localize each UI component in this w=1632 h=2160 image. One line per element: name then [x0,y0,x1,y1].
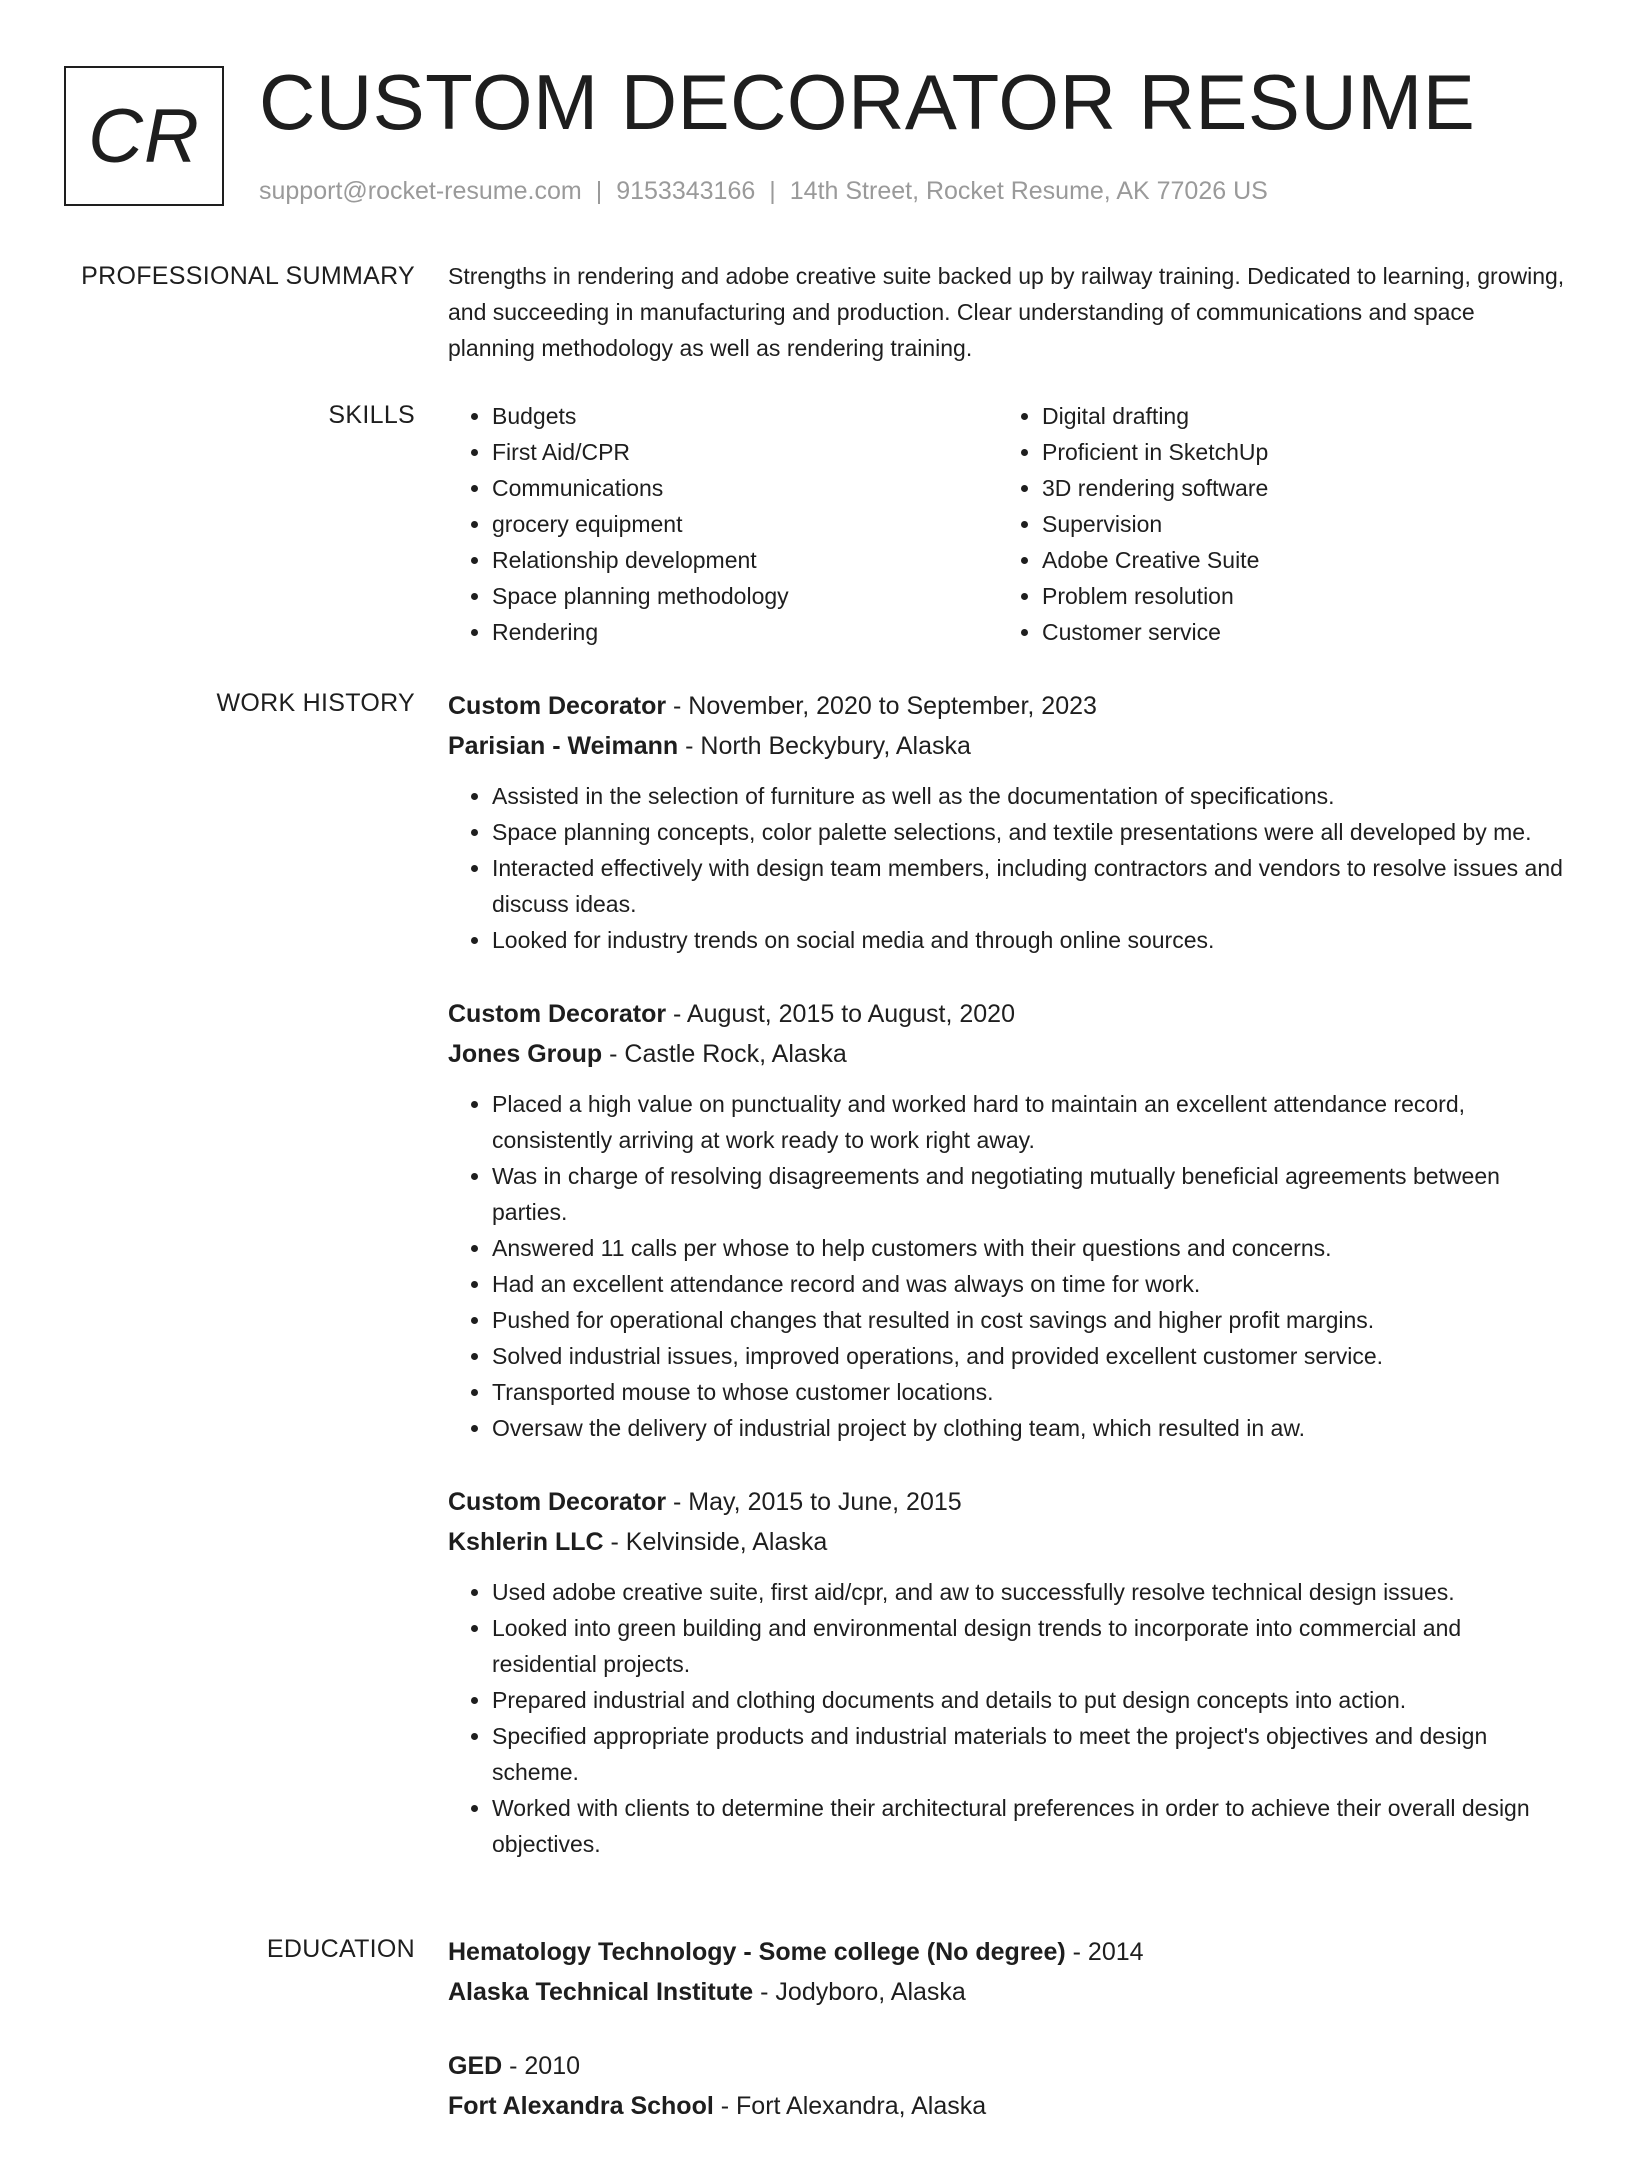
job-bullets [448,778,1568,958]
job-bullet: • Had an excellent attendance record and was always on time for work. [492,1266,1568,1302]
skill-item: • Relationship development [492,542,998,578]
job-title: Custom Decorator [448,1488,667,1516]
skill-item: • Customer service [1042,614,1548,650]
job-company-line [448,726,1568,766]
job-company: Kshlerin LLC [448,1528,604,1556]
resume-title: CUSTOM DECORATOR RESUME [259,58,1476,146]
skill-item: • First Aid/CPR [492,434,998,470]
job-bullet: • Placed a high value on punctuality and worked hard to maintain an excellent attendance record, consistently arriving at work ready to work right away. [492,1086,1568,1158]
education-school: Fort Alexandra School [448,2092,714,2120]
skill-item: • Problem resolution [1042,578,1548,614]
job-company-line [448,1522,1568,1562]
job-bullet: • Was in charge of resolving disagreements and negotiating mutually beneficial agreements between parties. [492,1158,1568,1230]
job-location: - North Beckybury, Alaska [678,732,971,760]
skills-columns [448,398,1568,650]
job-dates: - November, 2020 to September, 2023 [666,692,1097,720]
education-entry [448,2046,1568,2126]
job-bullet: • Space planning concepts, color palette selections, and textile presentations were all developed by me. [492,814,1568,850]
skill-item: • Proficient in SketchUp [1042,434,1548,470]
job-bullets [448,1574,1568,1862]
job-bullet: • Looked into green building and environmental design trends to incorporate into commercial and residential projects. [492,1610,1568,1682]
contact-separator: | [769,177,776,205]
skills-body [448,398,1568,650]
job-dates: - August, 2015 to August, 2020 [666,1000,1015,1028]
contact-separator: | [595,177,603,205]
job-location: - Castle Rock, Alaska [602,1040,847,1068]
job-entry [448,1482,1568,1862]
summary-text: Strengths in rendering and adobe creative suite backed up by railway training. Dedicated to learning, growing, and succeeding in manufacturing and production. Clear understanding of communications and space planning methodology as well as rendering training. [448,263,1565,361]
skill-item: • Digital drafting [1042,398,1548,434]
job-entry [448,994,1568,1446]
education-year: - 2010 [502,2052,581,2080]
contact-phone[interactable]: 9153343166 [616,177,756,205]
job-bullet: • Solved industrial issues, improved operations, and provided excellent customer service. [492,1338,1568,1374]
section-label-summary: PROFESSIONAL SUMMARY [81,262,415,290]
education-body [448,1932,1568,2160]
summary-body [448,259,1568,366]
skill-item: • Communications [492,470,998,506]
job-company: Jones Group [448,1040,603,1068]
skill-item: • Supervision [1042,506,1548,542]
job-dates: - May, 2015 to June, 2015 [666,1488,962,1516]
skill-item: • Rendering [492,614,998,650]
education-location: - Fort Alexandra, Alaska [713,2092,987,2120]
skills-list-left [448,398,998,650]
section-label-skills: SKILLS [328,401,415,429]
education-degree: GED [448,2052,503,2080]
job-entry [448,686,1568,958]
job-bullet: • Used adobe creative suite, first aid/cpr, and aw to successfully resolve technical design issues. [492,1574,1568,1610]
job-title: Custom Decorator [448,1000,667,1028]
skill-item: • Space planning methodology [492,578,998,614]
job-bullet: • Oversaw the delivery of industrial project by clothing team, which resulted in aw. [492,1410,1568,1446]
job-bullet: • Assisted in the selection of furniture as well as the documentation of specifications. [492,778,1568,814]
job-company-line [448,1034,1568,1074]
skill-item: • Adobe Creative Suite [1042,542,1548,578]
job-bullet: • Worked with clients to determine their architectural preferences in order to achieve their overall design objectives. [492,1790,1568,1862]
education-year: - 2014 [1065,1938,1144,1966]
skill-item: • 3D rendering software [1042,470,1548,506]
job-bullet: • Answered 11 calls per whose to help customers with their questions and concerns. [492,1230,1568,1266]
education-degree: Hematology Technology - Some college (No degree) [448,1938,1066,1966]
job-bullet: • Interacted effectively with design team members, including contractors and vendors to resolve issues and discuss ideas. [492,850,1568,922]
education-school-line [448,1972,1568,2012]
education-school-line [448,2086,1568,2126]
job-title: Custom Decorator [448,692,667,720]
job-bullets [448,1086,1568,1446]
education-entry [448,1932,1568,2012]
job-bullet: • Transported mouse to whose customer locations. [492,1374,1568,1410]
job-location: - Kelvinside, Alaska [603,1528,828,1556]
job-title-line [448,1482,1568,1522]
contact-email[interactable]: support@rocket-resume.com [259,177,582,205]
contact-line [259,176,1268,206]
education-school: Alaska Technical Institute [448,1978,754,2006]
education-degree-line [448,1932,1568,1972]
job-bullet: • Looked for industry trends on social media and through online sources. [492,922,1568,958]
job-bullet: • Pushed for operational changes that resulted in cost savings and higher profit margins. [492,1302,1568,1338]
skill-item: • Budgets [492,398,998,434]
work-history-body [448,686,1568,1898]
education-degree-line [448,2046,1568,2086]
education-location: - Jodyboro, Alaska [753,1978,966,2006]
job-company: Parisian - Weimann [448,732,679,760]
section-label-work-history: WORK HISTORY [216,689,415,717]
monogram-logo: CR [64,66,224,206]
job-bullet: • Prepared industrial and clothing documents and details to put design concepts into action. [492,1682,1568,1718]
skill-item: • grocery equipment [492,506,998,542]
job-title-line [448,686,1568,726]
section-label-education: EDUCATION [266,1935,415,1963]
job-bullet: • Specified appropriate products and industrial materials to meet the project's objectives and design scheme. [492,1718,1568,1790]
skills-list-right [998,398,1548,650]
job-title-line [448,994,1568,1034]
contact-address: 14th Street, Rocket Resume, AK 77026 US [789,177,1268,205]
